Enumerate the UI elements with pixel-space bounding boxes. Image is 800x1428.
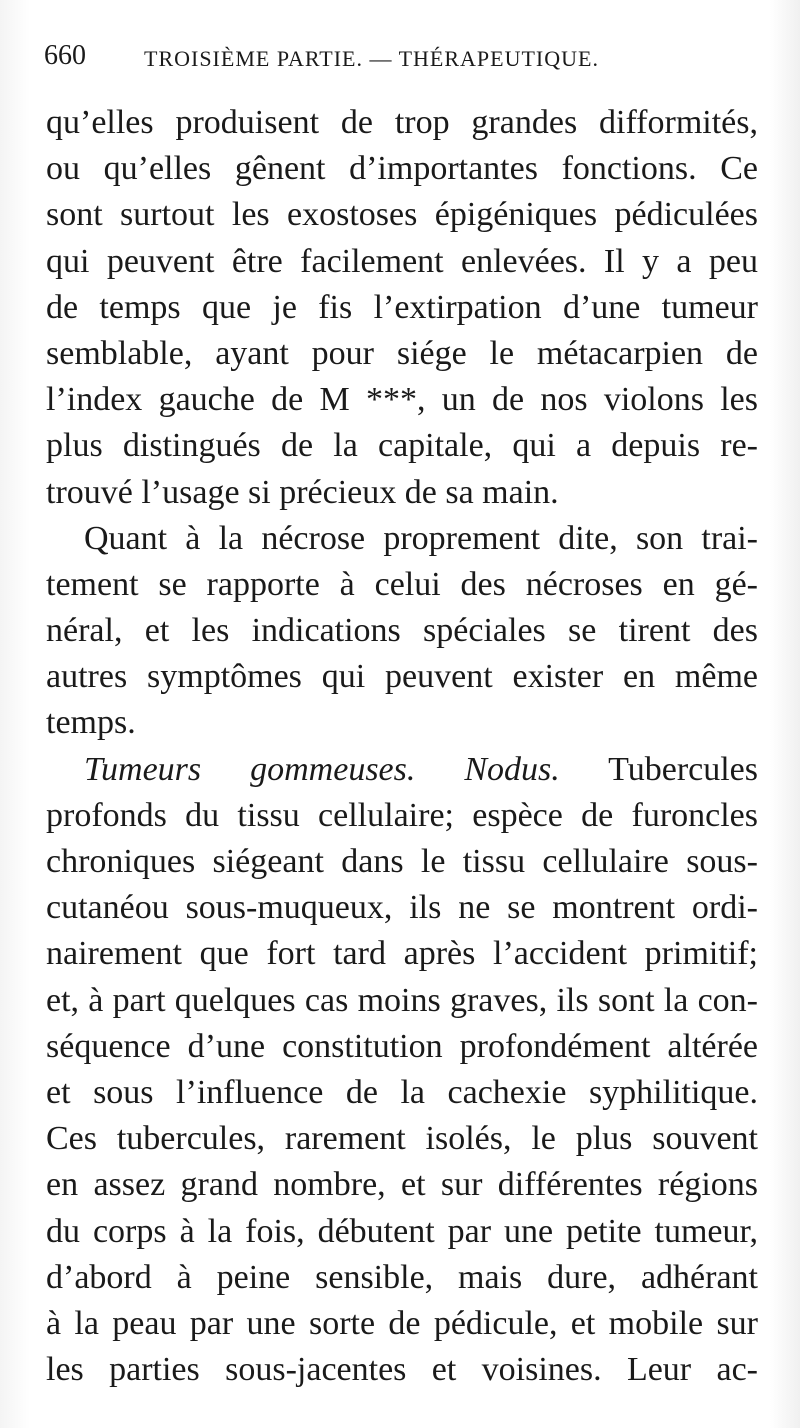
text-line: en assez grand nombre, et sur différentes régions [46,1166,758,1204]
text-line [46,747,758,793]
text-line: profonds du tissu cellulaire; espèce de furoncles [46,796,758,834]
text-line: trouvé l’usage si précieux de sa main. [46,473,559,511]
text-line: de temps que je fis l’extirpation d’une tumeur [46,288,758,326]
text-line: du corps à la fois, débutent par une petite tumeur, [46,1212,758,1250]
text-line: plus distingués de la capitale, qui a depuis re- [46,427,758,465]
text-line: Ces tubercules, rarement isolés, le plus souvent [46,1120,758,1158]
text-line: nairement que fort tard après l’accident primitif; [46,935,758,973]
text-line: ou qu’elles gênent d’importantes fonctions. Ce [46,150,758,188]
text-line: l’index gauche de M ***, un de nos violons les [46,381,758,419]
text-line: cutanéou sous-muqueux, ils ne se montrent ordi- [46,889,758,927]
italic-heading: Tumeurs gommeuses. Nodus. [84,750,560,788]
running-head: TROISIÈME PARTIE. — THÉRAPEUTIQUE. [144,46,599,71]
text-line: séquence d’une constitution profondément altérée [46,1027,758,1065]
text-line: temps. [46,704,136,742]
text-line: semblable, ayant pour siége le métacarpien de [46,334,758,372]
page-header [44,36,764,76]
text-line: les parties sous-jacentes et voisines. Leur ac- [46,1351,758,1389]
text-line: d’abord à peine sensible, mais dure, adhérant [46,1258,758,1296]
text-line: qu’elles produisent de trop grandes difformités, [46,104,758,141]
page-number: 660 [44,40,86,71]
text-line: à la peau par une sorte de pédicule, et mobile sur [46,1304,758,1342]
text-line: néral, et les indications spéciales se tirent des [46,612,758,650]
text-line: autres symptômes qui peuvent exister en même [46,658,758,696]
body-text [46,100,758,1393]
text-line: et, à part quelques cas moins graves, ils sont la con- [46,981,758,1019]
text-line: chroniques siégeant dans le tissu cellulaire sous- [46,843,758,880]
text-line: qui peuvent être facilement enlevées. Il y a peu [46,242,758,280]
text-line: et sous l’influence de la cachexie syphilitique. [46,1073,758,1111]
text-line: sont surtout les exostoses épigéniques pédiculées [46,196,758,234]
text-line: Quant à la nécrose proprement dite, son trai- [84,519,758,557]
text-line: tement se rapporte à celui des nécroses en gé- [46,565,758,603]
line-text: Tubercules [559,750,758,788]
